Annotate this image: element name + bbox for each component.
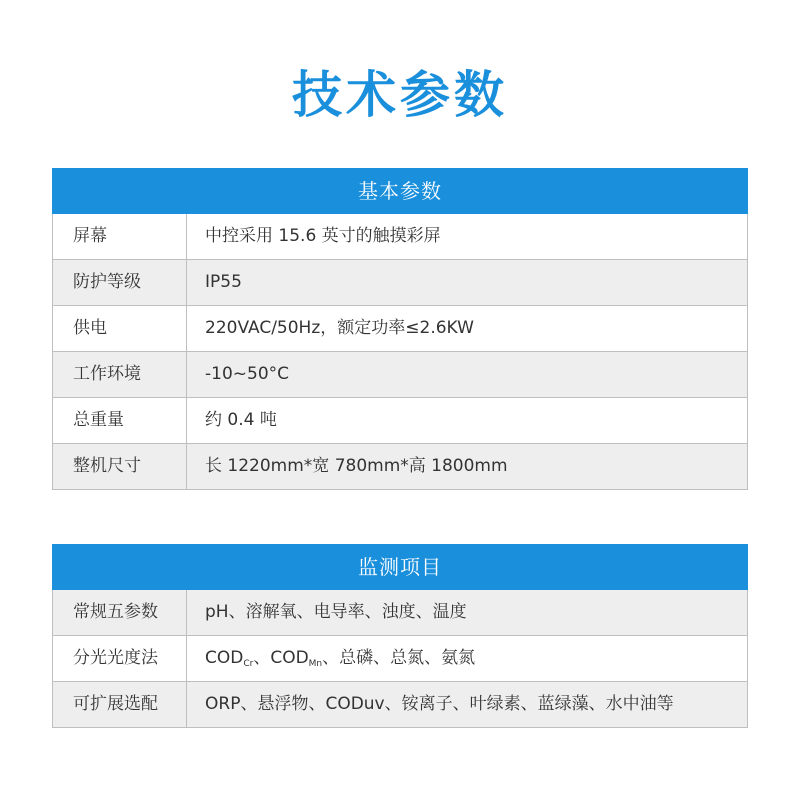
- row-value: IP55: [205, 272, 242, 292]
- table-row: [52, 590, 748, 636]
- row-value: 约 0.4 吨: [205, 410, 277, 430]
- row-value: pH、溶解氧、电导率、浊度、温度: [205, 602, 467, 622]
- separator: 、: [253, 648, 271, 668]
- row-value: ORP、悬浮物、CODuv、铵离子、叶绿素、蓝绿藻、水中油等: [205, 694, 674, 714]
- row-value: 220VAC/50Hz，额定功率≤2.6KW: [205, 318, 474, 338]
- row-label: 可扩展选配: [53, 682, 187, 727]
- row-label: 工作环境: [53, 352, 187, 397]
- row-label: 防护等级: [53, 260, 187, 305]
- row-value: -10~50°C: [205, 364, 290, 384]
- cod-cr-text: COD: [205, 648, 244, 668]
- basic-parameters-table: [52, 168, 748, 490]
- monitoring-items-header: 监测项目: [52, 544, 748, 590]
- remaining-items-text: 、总磷、总氮、氨氮: [322, 648, 476, 668]
- table-row: [52, 636, 748, 682]
- table-row: [52, 682, 748, 728]
- row-label: 分光光度法: [53, 636, 187, 681]
- table-row: [52, 260, 748, 306]
- table-row: [52, 306, 748, 352]
- table-row: [52, 444, 748, 490]
- row-label: 供电: [53, 306, 187, 351]
- row-label: 屏幕: [53, 214, 187, 259]
- cod-mn-text: COD: [270, 648, 309, 668]
- cod-mn-subscript: Mn: [308, 659, 323, 669]
- row-label: 总重量: [53, 398, 187, 443]
- row-label: 整机尺寸: [53, 444, 187, 489]
- row-value: [187, 636, 747, 681]
- row-value: 中控采用 15.6 英寸的触摸彩屏: [205, 226, 441, 246]
- table-row: [52, 398, 748, 444]
- row-label: 常规五参数: [53, 590, 187, 635]
- cod-cr-subscript: Cr: [243, 659, 254, 669]
- table-row: [52, 214, 748, 260]
- monitoring-items-table: [52, 544, 748, 728]
- row-value: 长 1220mm*宽 780mm*高 1800mm: [205, 456, 508, 476]
- page-title: 技术参数: [292, 66, 508, 124]
- table-row: [52, 352, 748, 398]
- basic-parameters-header: 基本参数: [52, 168, 748, 214]
